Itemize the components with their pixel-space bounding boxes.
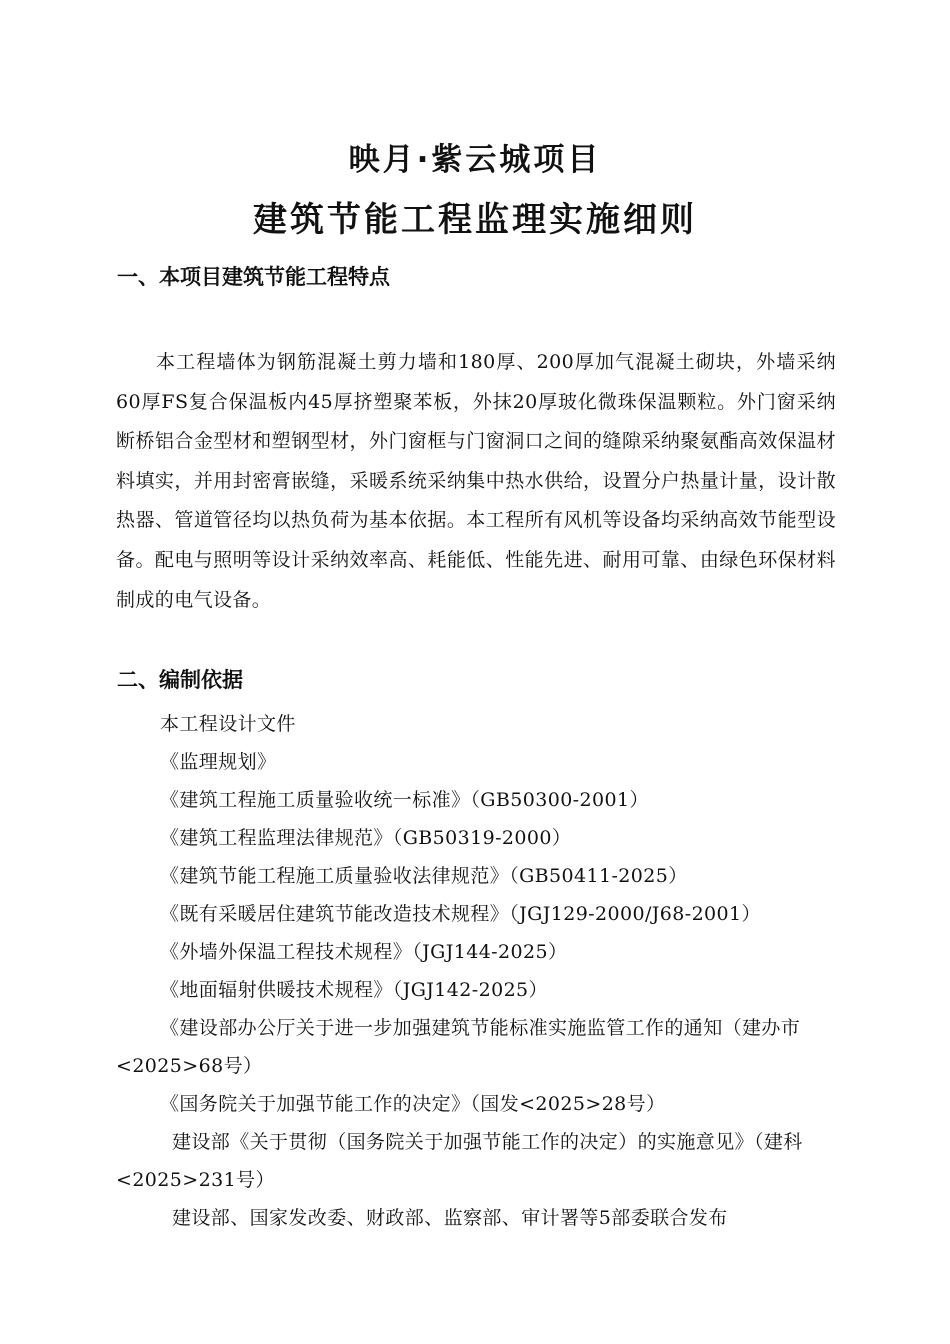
- reference-item: 《建设部办公厅关于进一步加强建筑节能标准实施监管工作的通知（建办市<2025>68号）: [116, 1017, 801, 1077]
- reference-item: 《建筑工程施工质量验收统一标准》（GB50300-2001）: [160, 789, 649, 811]
- reference-item: 《国务院关于加强节能工作的决定》（国发<2025>28号）: [160, 1093, 666, 1115]
- reference-list: [116, 705, 836, 1237]
- reference-item: 本工程设计文件: [160, 713, 296, 735]
- reference-item: 《地面辐射供暖技术规程》（JGJ142-2025）: [160, 979, 548, 1001]
- reference-item: 《建筑工程监理法律规范》（GB50319-2000）: [160, 827, 572, 849]
- reference-item: 建设部《关于贯彻（国务院关于加强节能工作的决定）的实施意见》（建科<2025>231号）: [116, 1131, 803, 1191]
- section-heading-basis: 二、编制依据: [117, 668, 243, 692]
- reference-item: 《外墙外保温工程技术规程》（JGJ144-2025）: [160, 941, 568, 963]
- document-title: 建筑节能工程监理实施细则: [253, 200, 697, 240]
- reference-item: 《建筑节能工程施工质量验收法律规范》（GB50411-2025）: [160, 865, 688, 887]
- features-paragraph: 本工程墙体为钢筋混凝土剪力墙和180厚、200厚加气混凝土砌块，外墙采纳60厚FS复合保温板内45厚挤塑聚苯板，外抹20厚玻化微珠保温颗粒。外门窗采纳断桥铝合金型材和塑钢型材，外门窗框与门窗洞口之间的缝隙采纳聚氨酯高效保温材料填实，并用封密膏嵌缝，采暖系统采纳集中热水供给，设置分户热量计量，设计散热器、管道管径均以热负荷为基本依据。本工程所有风机等设备均采纳高效节能型设备。配电与照明等设计采纳效率高、耗能低、性能先进、耐用可靠、由绿色环保材料制成的电气设备。: [116, 351, 836, 611]
- reference-item: 建设部、国家发改委、财政部、监察部、审计署等5部委联合发布: [172, 1207, 728, 1229]
- section-heading-features: 一、本项目建筑节能工程特点: [117, 265, 390, 289]
- reference-item: 《既有采暖居住建筑节能改造技术规程》（JGJ129-2000/J68-2001）: [160, 903, 761, 925]
- project-title: 映月·紫云城项目: [348, 142, 602, 178]
- reference-item: 《监理规划》: [160, 751, 277, 773]
